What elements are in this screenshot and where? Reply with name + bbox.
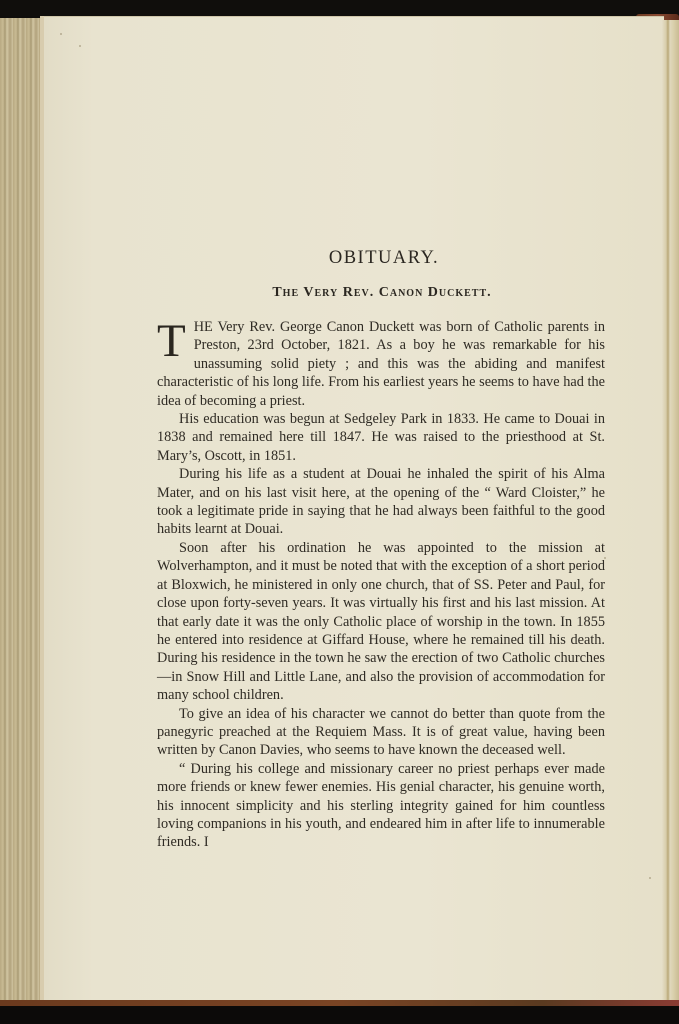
paragraph: Soon after his ordination he was appointed to the mission at Wolverhampton, and it must be noted that with the exception of a short period at Bloxwich, he ministered in only one church, that of SS. Peter and Paul, for close upon forty-seven years. It was virtually his first and his last mission. At that early date it was the only Catholic place of worship in the town. In 1855 he entered into residence at Giffard House, where he remained till his death. During his residence in the town he saw the erection of two Catholic churches—in Snow Hill and Little Lane, and also the provision of accommodation for many school children.: [157, 539, 605, 704]
paper-speck: [649, 877, 651, 879]
page-content: [157, 248, 605, 852]
paper-speck: [79, 45, 81, 47]
paragraph: His education was begun at Sedgeley Park in 1833. He came to Douai in 1838 and remained here till 1847. He was raised to the priesthood at St. Mary’s, Oscott, in 1851.: [157, 411, 605, 464]
paragraph: “ During his college and missionary career no priest perhaps ever made more friends or knew fewer enemies. His genial character, his genuine worth, his innocent simplicity and his sterling integrity gained for him countless loving companions in his youth, and endeared him in after life to innumerable friends. I: [157, 760, 605, 851]
page-edge-right: [662, 20, 679, 1002]
drop-cap: T: [157, 315, 186, 367]
paragraph-text: HE Very Rev. George Canon Duckett was born of Catholic parents in Preston, 23rd October, 1821. As a boy he was remarkable for his unassuming solid piety ; and this was the abiding and manifest characteristic of his long life. From his earliest years he seems to have had the idea of becoming a priest.: [157, 319, 605, 409]
page-stack-left: [0, 18, 44, 1002]
scan-background-bottom: [0, 1006, 679, 1024]
paragraph: To give an idea of his character we cannot do better than quote from the panegyric preached at the Requiem Mass. It is of great value, having been written by Canon Davies, who seems to have known the deceased well.: [157, 705, 605, 759]
obituary-subtitle: The Very Rev. Canon Duckett.: [272, 285, 492, 300]
paragraph: During his life as a student at Douai he inhaled the spirit of his Alma Mater, and on his last visit here, at the opening of the “ Ward Cloister,” he took a legitimate pride in saying that he had always been faithful to the good habits learnt at Douai.: [157, 466, 605, 538]
page-title: OBITUARY.: [328, 248, 440, 268]
paper-speck: [60, 33, 62, 35]
body-text: [157, 315, 605, 852]
scan-background-top: [0, 0, 679, 16]
paragraph: [157, 315, 605, 410]
